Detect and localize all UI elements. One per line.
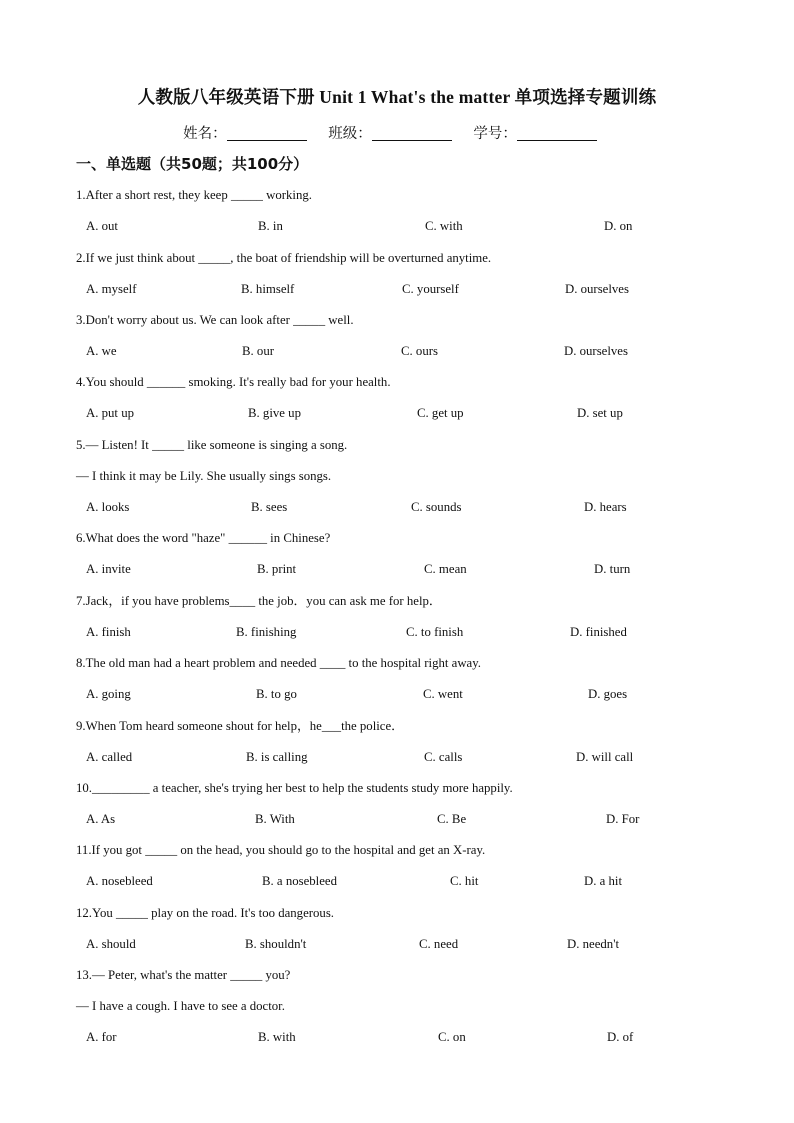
question-text: 6.What does the word "haze" (76, 531, 229, 545)
question-text: 3.Don't worry about us. We can look after (76, 313, 294, 327)
option-c: C. went (423, 687, 463, 701)
option-a: A. we (86, 344, 117, 358)
dialogue-response: — I think it may be Lily. She usually sings songs. (76, 469, 332, 483)
question-item (76, 591, 716, 642)
question-item (76, 310, 716, 361)
question-text-end: you? (262, 968, 291, 982)
option-d: D. hears (584, 500, 627, 514)
options-row (76, 403, 716, 423)
option-d: D. needn't (567, 937, 620, 951)
option-d: D. a hit (584, 874, 623, 888)
option-a: A. finish (86, 625, 131, 639)
question-text: 7.Jack，if you have problems (76, 594, 230, 608)
question-item (76, 840, 716, 891)
question-text: 1.After a short rest, they keep (76, 188, 231, 202)
question-text-end: play on the road. It's too dangerous. (147, 906, 334, 920)
option-c: C. yourself (402, 282, 459, 296)
question-item (76, 248, 716, 299)
answer-blank: ______ (146, 375, 186, 389)
options-row (76, 809, 716, 829)
options-row (76, 341, 716, 361)
option-b: B. give up (248, 406, 301, 420)
option-c: C. get up (417, 406, 464, 420)
question-text-end: a teacher, she's trying her best to help the students study more happily. (149, 781, 513, 795)
question-text-end: the job．you can ask me for help． (255, 594, 442, 608)
question-item (76, 435, 716, 517)
question-text: 11.If you got (76, 843, 146, 857)
option-c: C. calls (424, 750, 463, 764)
question-text-end: to the hospital right away. (345, 656, 482, 670)
option-d: D. on (604, 219, 633, 233)
option-c: C. need (419, 937, 459, 951)
option-d: D. ourselves (565, 282, 629, 296)
answer-blank: _____ (152, 438, 185, 452)
option-c: C. to finish (406, 625, 464, 639)
question-text: 9.When Tom heard someone shout for help，he (76, 719, 322, 733)
options-row (76, 1027, 716, 1047)
option-c: C. on (438, 1030, 466, 1044)
question-stem (76, 591, 716, 611)
id-label: 学号： (473, 126, 517, 142)
answer-blank: _____ (230, 968, 263, 982)
option-a: A. As (86, 812, 116, 826)
option-c: C. with (425, 219, 463, 233)
question-item (76, 185, 716, 236)
question-stem (76, 778, 716, 798)
option-b: B. to go (256, 687, 297, 701)
option-c: C. Be (437, 812, 467, 826)
option-d: D. of (607, 1030, 634, 1044)
option-a: A. nosebleed (86, 874, 153, 888)
answer-blank: _____ (293, 313, 326, 327)
name-blank (227, 125, 307, 141)
answer-blank: _____ (145, 843, 178, 857)
option-b: B. print (257, 562, 297, 576)
question-stem (76, 435, 716, 455)
option-b: B. in (258, 219, 283, 233)
options-row (76, 622, 716, 642)
option-a: A. myself (86, 282, 137, 296)
option-a: A. for (86, 1030, 117, 1044)
question-item (76, 903, 716, 954)
option-a: A. going (86, 687, 131, 701)
class-blank (372, 125, 452, 141)
question-text-end: well. (325, 313, 354, 327)
option-d: D. For (606, 812, 640, 826)
option-c: C. mean (424, 562, 467, 576)
option-b: B. our (242, 344, 274, 358)
question-text-end: like someone is singing a song. (184, 438, 348, 452)
answer-blank: _____ (230, 188, 263, 202)
answer-blank: _____ (198, 251, 231, 265)
question-stem (76, 185, 716, 205)
option-d: D. set up (577, 406, 623, 420)
answer-blank: ___ (321, 719, 342, 733)
question-item (76, 528, 716, 579)
answer-blank: _____ (115, 906, 148, 920)
question-text: 2.If we just think about (76, 251, 199, 265)
option-d: D. turn (594, 562, 631, 576)
dialogue-response: — I have a cough. I have to see a doctor. (76, 999, 285, 1013)
answer-blank: ____ (319, 656, 346, 670)
question-stem (76, 372, 716, 392)
answer-blank: ____ (229, 594, 256, 608)
option-a: A. invite (86, 562, 131, 576)
option-a: A. looks (86, 500, 130, 514)
option-d: D. goes (588, 687, 628, 701)
option-a: A. out (86, 219, 118, 233)
option-b: B. With (255, 812, 295, 826)
option-b: B. is calling (246, 750, 308, 764)
options-row (76, 747, 716, 767)
question-text-end: smoking. It's really bad for your health. (185, 375, 391, 389)
question-stem (76, 248, 716, 268)
question-item (76, 653, 716, 704)
question-text-end: , the boat of friendship will be overturned anytime. (230, 251, 492, 265)
option-a: A. should (86, 937, 136, 951)
option-c: C. ours (401, 344, 438, 358)
option-b: B. shouldn't (245, 937, 307, 951)
option-b: B. a nosebleed (262, 874, 337, 888)
option-b: B. himself (241, 282, 295, 296)
option-d: D. will call (576, 750, 634, 764)
question-text: 10. (76, 781, 92, 795)
option-c: C. hit (450, 874, 479, 888)
question-text: 5.— Listen! It (76, 438, 153, 452)
option-d: D. finished (570, 625, 627, 639)
question-item (76, 965, 716, 1047)
name-label: 姓名： (183, 126, 227, 142)
question-stem (76, 965, 716, 985)
option-c: C. sounds (411, 500, 462, 514)
answer-blank: ______ (228, 531, 267, 545)
option-d: D. ourselves (564, 344, 628, 358)
options-row (76, 216, 716, 236)
question-stem (76, 840, 716, 860)
options-row (76, 279, 716, 299)
option-a: A. put up (86, 406, 134, 420)
section-heading: 一、单选题（共50题；共100分） (76, 155, 309, 173)
question-stem (76, 528, 716, 548)
question-text: 13.— Peter, what's the matter (76, 968, 231, 982)
question-text: 8.The old man had a heart problem and needed (76, 656, 320, 670)
answer-blank: _________ (92, 781, 150, 795)
option-b: B. finishing (236, 625, 297, 639)
question-text-end: in Chinese? (266, 531, 331, 545)
page-title: 人教版八年级英语下册 Unit 1 What's the matter 单项选择专题训练 (137, 87, 657, 107)
options-row (76, 684, 716, 704)
question-text-end: working. (262, 188, 312, 202)
question-text: 12.You (76, 906, 116, 920)
question-item (76, 716, 716, 767)
options-row (76, 871, 716, 891)
question-stem (76, 903, 716, 923)
options-row (76, 559, 716, 579)
student-info-line (0, 122, 794, 143)
question-item (76, 778, 716, 829)
options-row (76, 934, 716, 954)
class-label: 班级： (328, 126, 372, 142)
option-b: B. with (258, 1030, 296, 1044)
question-text-end: on the head, you should go to the hospital and get an X-ray. (177, 843, 486, 857)
question-item (76, 372, 716, 423)
option-a: A. called (86, 750, 133, 764)
id-blank (517, 125, 597, 141)
question-stem (76, 310, 716, 330)
option-b: B. sees (251, 500, 288, 514)
question-text: 4.You should (76, 375, 147, 389)
question-text-end: the police． (341, 719, 404, 733)
question-stem (76, 653, 716, 673)
options-row (76, 497, 716, 517)
question-stem (76, 716, 716, 736)
